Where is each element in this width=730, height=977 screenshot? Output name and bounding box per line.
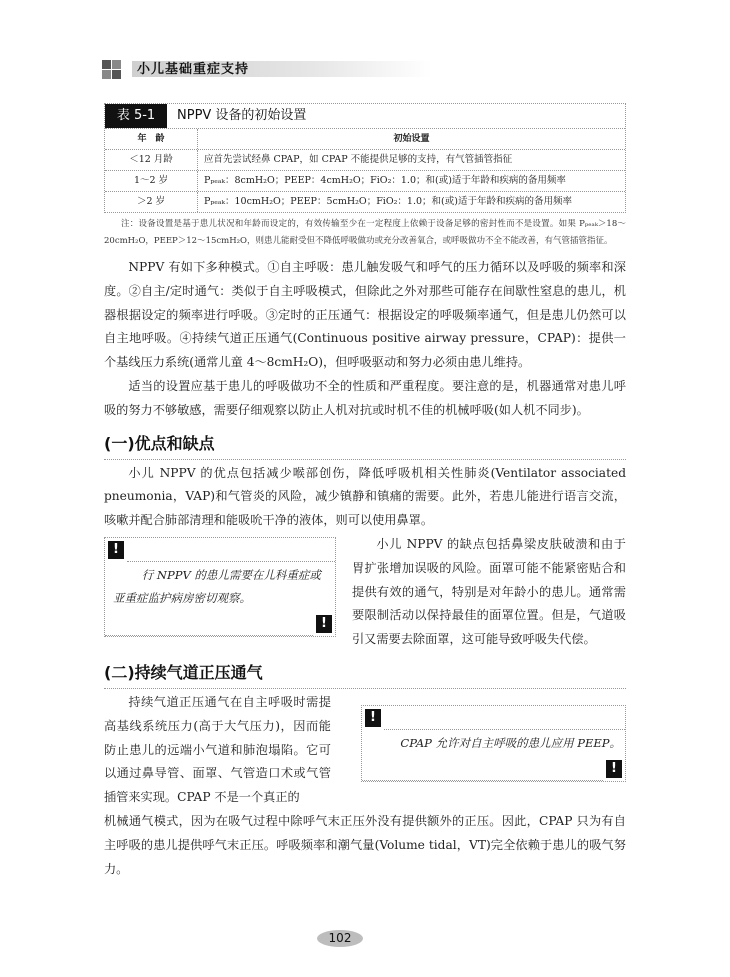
column-header-settings: 初始设置 — [393, 134, 430, 144]
paragraph-cpap-full: 机械通气模式，因为在吸气过程中除呼气末正压外没有提供额外的正压。因此，CPAP 只为有自主呼吸的患儿提供呼气末正压。呼吸频率和潮气量(Volume tidal，VT)完全依赖于患儿的吸气努力。 — [104, 813, 626, 876]
column-header-age: 年 龄 — [105, 129, 198, 149]
cell-age: ＞2 岁 — [105, 192, 198, 212]
paragraph-cpap-left: 持续气道正压通气在自主呼吸时需提高基线系统压力(高于大气压力)，因而能防止患儿的远端小气道和肺泡塌陷。它可以通过鼻导管、面罩、气管造口术或气管插管来实现。CPAP 不是一个真正的 — [104, 694, 331, 805]
warning-top — [362, 706, 625, 730]
table-row — [105, 149, 625, 170]
warning-text: CPAP 允许对自主呼吸的患儿应用 PEEP。 — [400, 735, 621, 750]
cell-age: ＜12 月龄 — [105, 150, 198, 170]
paragraph-advantages: 小儿 NPPV 的优点包括减少喉部创伤，降低呼吸机相关性肺炎(Ventilator associated pneumonia，VAP)和气管炎的风险，减少镇静和镇痛的需要。此外，若患儿能进行语言交流，咳嗽并配合肺部清理和能吸吮干净的液体，则可以使用鼻罩。 — [104, 465, 626, 528]
warning-icon: ! — [108, 541, 124, 559]
warning-top — [105, 538, 335, 562]
table-caption — [105, 104, 625, 128]
warning-icon: ! — [365, 709, 381, 727]
warning-box — [104, 537, 336, 637]
table-note: 注：设备设置是基于患儿状况和年龄而设定的，有效传输至少在一定程度上依赖于设备足够的密封性而不是设置。如果 Pₚₑₐₖ＞18～20cmH₂O，PEEP＞12～15cmH₂O，则患儿能耐受但不降低呼吸做功或充分改善氧合，或呼吸做功不全不能改善，有气管插管指征。 — [104, 219, 626, 246]
cell-age: 1～2 岁 — [105, 171, 198, 191]
cell-settings: Pₚₑₐₖ：8cmH₂O；PEEP：4cmH₂O；FiO₂：1.0；和(或)适于年龄和疾病的备用频率 — [204, 175, 566, 186]
table-header-row — [105, 128, 625, 149]
table-label: 表 5-1 — [105, 104, 167, 128]
warning-rule — [362, 780, 603, 781]
cell-settings: Pₚₑₐₖ：10cmH₂O；PEEP：5cmH₂O；FiO₂：1.0；和(或)适于年龄和疾病的备用频率 — [204, 196, 572, 207]
page-number: 102 — [317, 930, 363, 947]
page-footer — [104, 927, 626, 947]
warning-icon: ! — [606, 760, 622, 778]
table-row — [105, 170, 625, 191]
warning-icon: ! — [316, 615, 332, 633]
chapter-logo-icon — [102, 60, 121, 79]
warning-bottom — [362, 757, 625, 781]
table-title: NPPV 设备的初始设置 — [177, 108, 307, 123]
section-heading-cpap: (二)持续气道正压通气 — [104, 662, 626, 689]
table-row — [105, 191, 625, 212]
settings-table — [104, 103, 626, 213]
warning-rule — [105, 635, 313, 636]
section-heading-pros-cons: (一)优点和缺点 — [104, 433, 626, 460]
running-header — [104, 60, 626, 79]
warning-bottom — [105, 612, 335, 636]
running-header-title: 小儿基础重症支持 — [137, 62, 250, 77]
page — [104, 0, 626, 977]
cell-settings: 应首先尝试经鼻 CPAP，如 CPAP 不能提供足够的支持，有气管插管指征 — [204, 154, 513, 165]
warning-rule — [384, 729, 625, 730]
warning-text: 行 NPPV 的患儿需要在儿科重症或亚重症监护病房密切观察。 — [113, 567, 321, 605]
paragraph-settings: 适当的设置应基于患儿的呼吸做功不全的性质和严重程度。要注意的是，机器通常对患儿呼吸的努力不够敏感，需要仔细观察以防止人机对抗或时机不佳的机械呼吸(如人机不同步)。 — [104, 378, 626, 417]
warning-rule — [127, 561, 335, 562]
paragraph-modes: NPPV 有如下多种模式。①自主呼吸：患儿触发吸气和呼气的压力循环以及呼吸的频率和深度。②自主/定时通气：类似于自主呼吸模式，但除此之外对那些可能存在间歇性窒息的患儿，机器根据设定的频率进行呼吸。③定时的正压通气：根据设定的呼吸频率通气，但是患儿仍然可以自主地呼吸。④持续气道正压通气(Continuous positive airway pressure，CPAP)：提供一个基线压力系统(通常儿童 4～8cmH₂O)，但呼吸驱动和努力必须由患儿维持。 — [104, 260, 626, 370]
warning-box — [361, 705, 626, 782]
paragraph-disadvantages: 小儿 NPPV 的缺点包括鼻梁皮肤破溃和由于胃扩张增加误吸的风险。面罩可能不能紧密贴合和提供有效的通气，特别是对年龄小的患儿。通常需要限制活动以保持最佳的面罩位置。但是，气道吸引又需要去除面罩，这可能导致呼吸失代偿。 — [352, 536, 626, 647]
